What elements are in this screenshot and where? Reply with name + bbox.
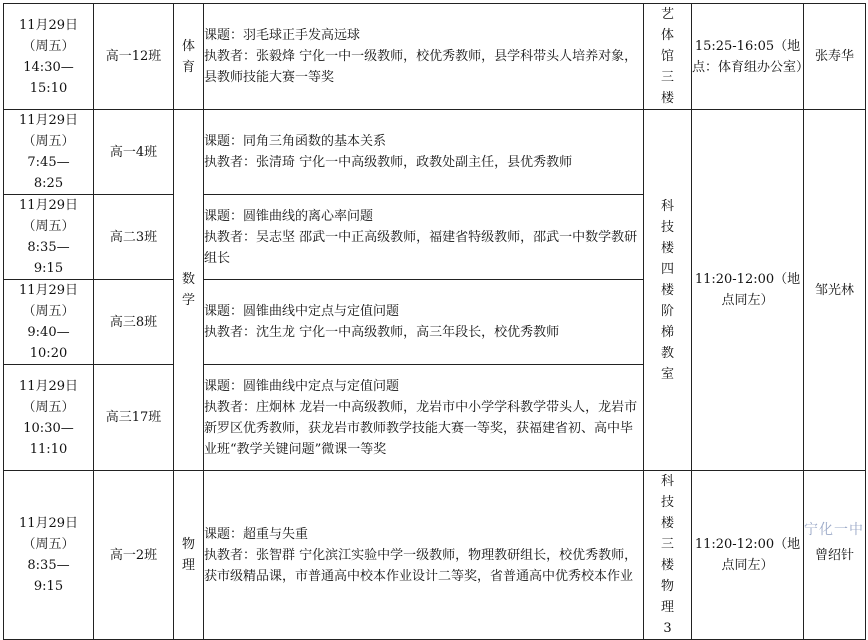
topic-cell — [204, 365, 644, 471]
host-cell: 张寿华 — [804, 4, 866, 110]
place-cell: 科技楼三楼物理3 — [644, 471, 692, 640]
subject-cell: 体育 — [174, 4, 204, 110]
host-cell: 曾绍针 — [804, 471, 866, 640]
class-cell: 高三17班 — [94, 365, 174, 471]
time-cell: 11月29日 （周五） 14:30— 15:10 — [4, 4, 94, 110]
watermark-text: 宁化一中 — [804, 522, 864, 538]
topic-cell — [204, 280, 644, 365]
class-cell: 高一4班 — [94, 110, 174, 195]
class-cell: 高二3班 — [94, 195, 174, 280]
teacher-info: 执教者：沈生龙 宁化一中高级教师，高三年段长，校优秀教师 — [204, 325, 560, 340]
teacher-info: 执教者：张智群 宁化滨江实验中学一级教师，物理教研组长，校优秀教师，获市级精品课，市普通高中校本作业设计二等奖，省普通高中优秀校本作业 — [204, 547, 638, 584]
discussion-slot-cell: 15:25-16:05（地点：体育组办公室） — [692, 4, 804, 110]
discussion-slot-cell: 11:20-12:00（地点同左） — [692, 110, 804, 471]
subject-cell: 物理 — [174, 471, 204, 640]
teacher-info: 执教者：吴志坚 邵武一中正高级教师，福建省特级教师，邵武一中数学教研组长 — [204, 229, 638, 266]
time-cell: 11月29日 （周五） 10:30— 11:10 — [4, 365, 94, 471]
place-cell: 艺体馆三楼 — [644, 4, 692, 110]
topic-title: 课题：羽毛球正手发高远球 — [204, 28, 361, 43]
topic-cell — [204, 471, 644, 640]
topic-title: 课题：圆锥曲线中定点与定值问题 — [204, 304, 400, 319]
topic-title: 课题：同角三角函数的基本关系 — [204, 134, 387, 149]
topic-cell — [204, 195, 644, 280]
time-cell: 11月29日 （周五） 7:45— 8:25 — [4, 110, 94, 195]
class-cell: 高一2班 — [94, 471, 174, 640]
table-row — [4, 110, 866, 195]
schedule-table — [3, 3, 866, 640]
topic-title: 课题：圆锥曲线的离心率问题 — [204, 208, 374, 224]
topic-cell — [204, 110, 644, 195]
teacher-info: 执教者：张清琦 宁化一中高级教师，政教处副主任，县优秀教师 — [204, 155, 573, 170]
time-cell: 11月29日 （周五） 8:35— 9:15 — [4, 471, 94, 640]
subject-cell: 数学 — [174, 110, 204, 471]
host-cell: 邹光林 — [804, 110, 866, 471]
table-row — [4, 471, 866, 640]
teacher-info: 执教者：庄炯林 龙岩一中高级教师，龙岩市中小学学科教学带头人，龙岩市新罗区优秀教师，获龙岩市教师教学技能大赛一等奖，获福建省初、高中毕业班“教学关键问题”微课一等奖 — [204, 399, 638, 457]
topic-cell — [204, 4, 644, 110]
class-cell: 高一12班 — [94, 4, 174, 110]
teacher-info: 执教者：张毅烽 宁化一中一级教师，校优秀教师，县学科带头人培养对象，县教师技能大赛一等奖 — [204, 49, 638, 85]
time-cell: 11月29日 （周五） 9:40— 10:20 — [4, 280, 94, 365]
class-cell: 高三8班 — [94, 280, 174, 365]
place-cell: 科技楼四楼阶梯教室 — [644, 110, 692, 471]
topic-title: 课题：圆锥曲线中定点与定值问题 — [204, 378, 400, 394]
time-cell: 11月29日 （周五） 8:35— 9:15 — [4, 195, 94, 280]
table-row — [4, 4, 866, 110]
topic-title: 课题：超重与失重 — [204, 526, 309, 542]
discussion-slot-cell: 11:20-12:00（地点同左） — [692, 471, 804, 640]
